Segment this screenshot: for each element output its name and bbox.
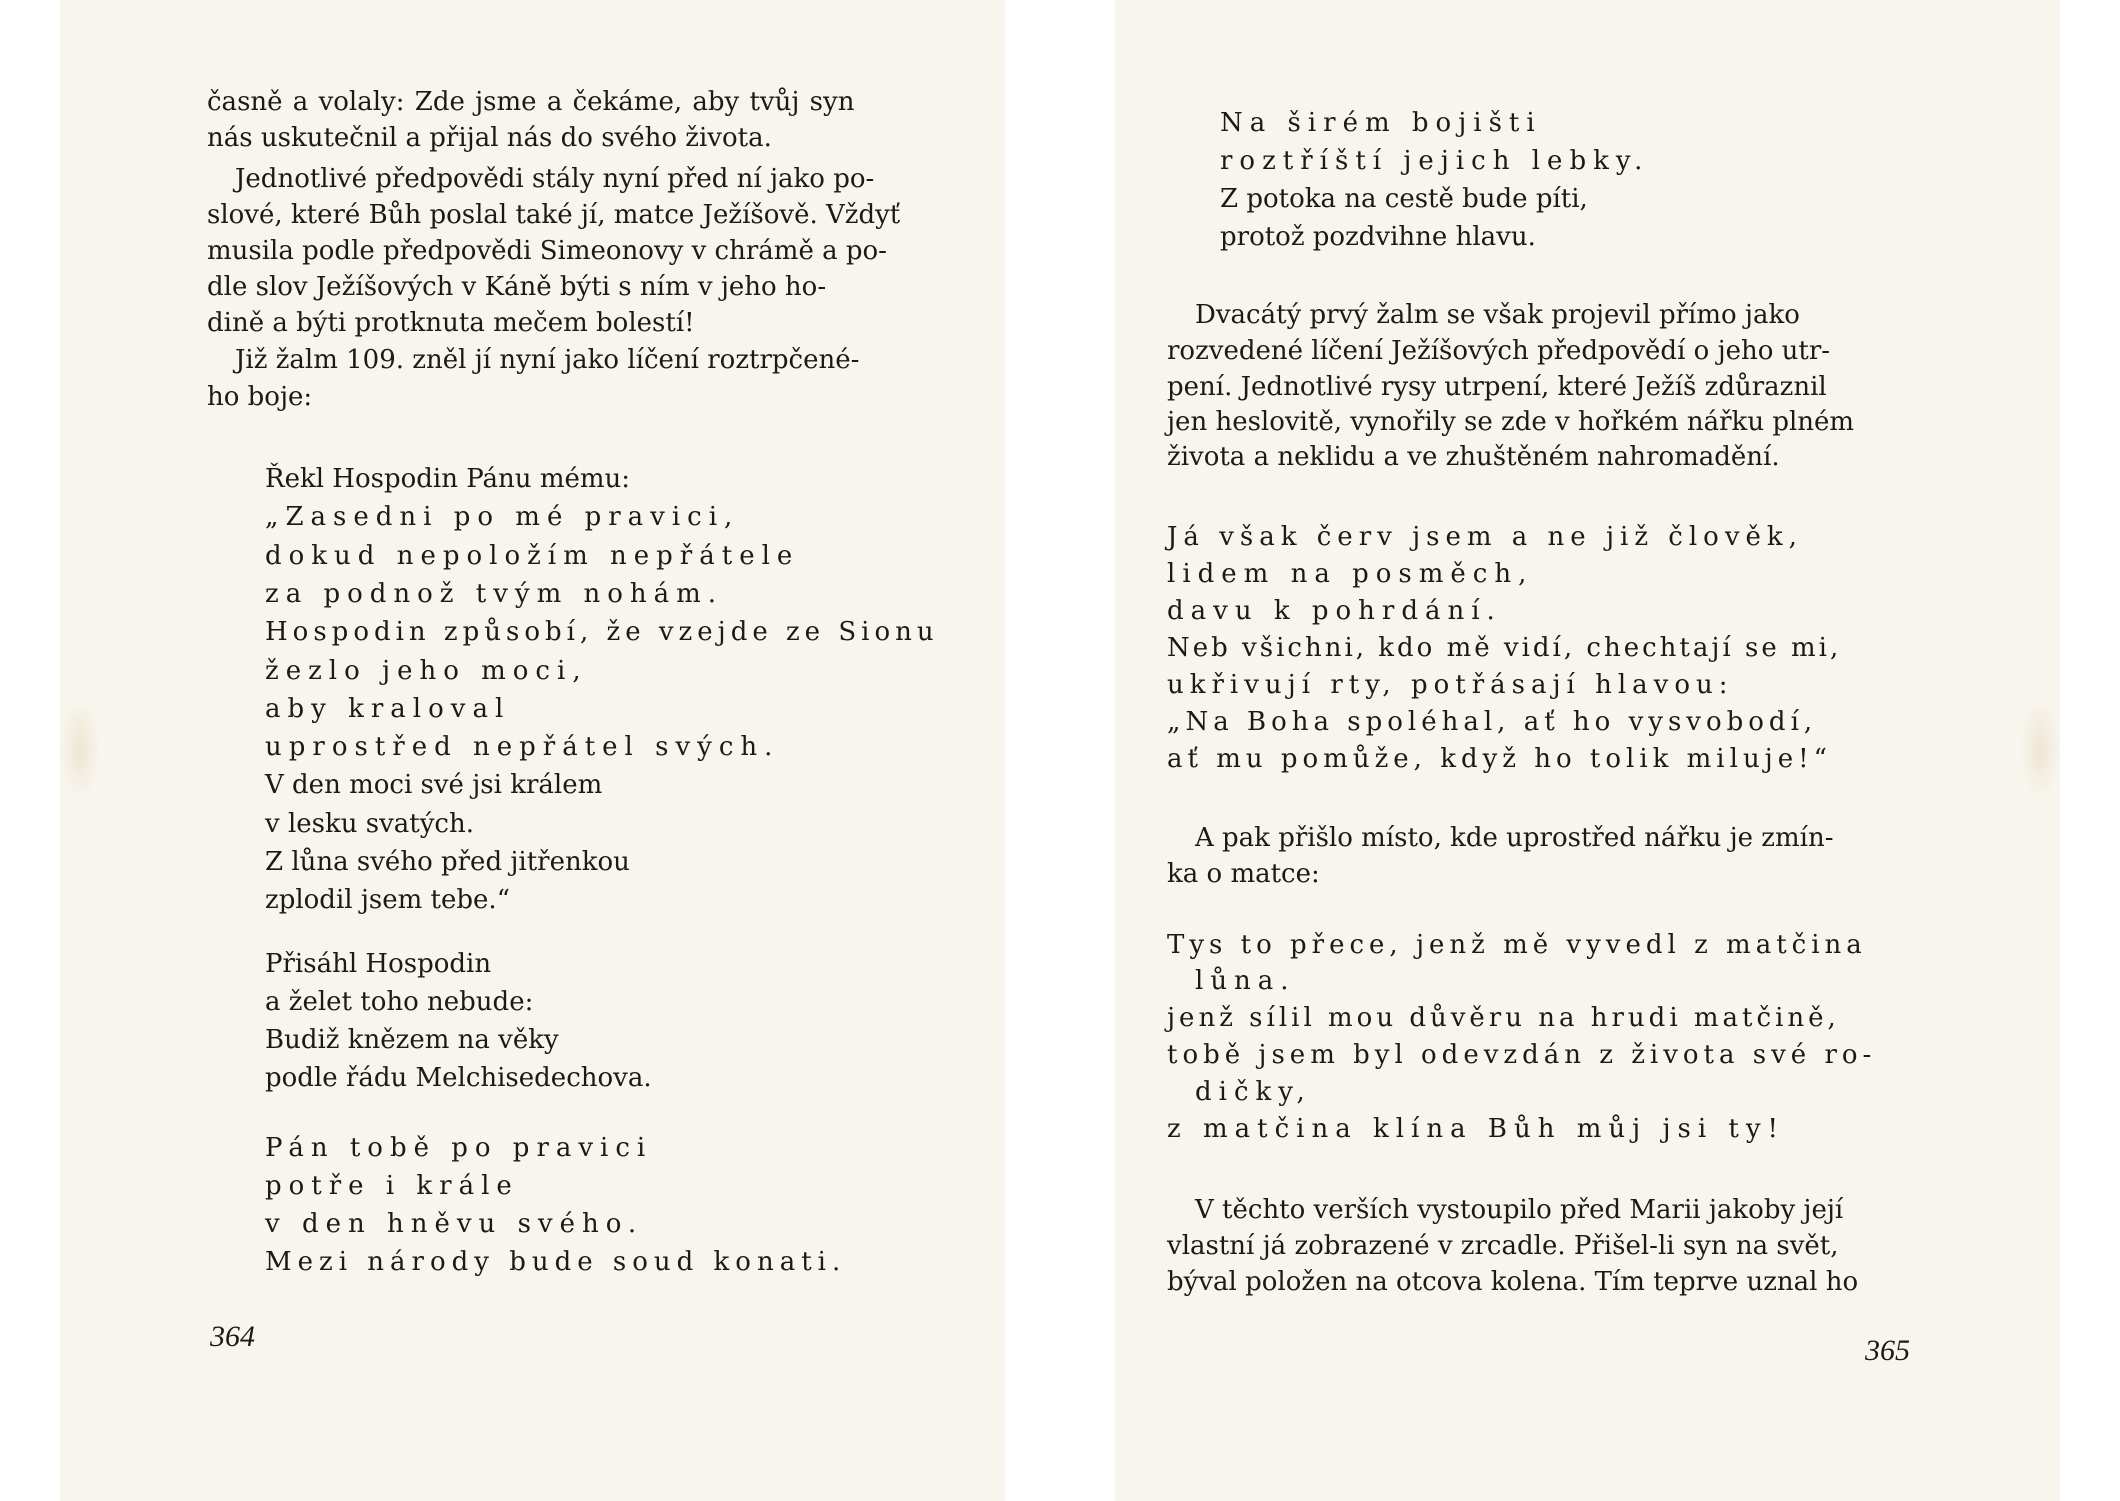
verse-line: „Zasedni po mé pravici,	[265, 502, 740, 532]
text-line: dině a býti protknuta mečem bolestí!	[207, 308, 695, 338]
text-line: vlastní já zobrazené v zrcadle. Přišel-li syn na svět,	[1167, 1231, 1839, 1261]
verse-line: protož pozdvihne hlavu.	[1220, 222, 1536, 252]
text-line: rozvedené líčení Ježíšových předpovědí o jeho utr-	[1167, 336, 1831, 366]
text-line: ka o matce:	[1167, 859, 1320, 889]
text-line: Dvacátý prvý žalm se však projevil přímo jako	[1195, 300, 1800, 330]
verse-line: z matčina klína Bůh můj jsi ty!	[1167, 1114, 1786, 1144]
verse-line: lůna.	[1195, 966, 1296, 996]
text-line: musila podle předpovědi Simeonovy v chrámě a po-	[207, 236, 887, 266]
text-line: Již žalm 109. zněl jí nyní jako líčení roztrpčené-	[235, 345, 860, 375]
text-line: jen heslovitě, vynořily se zde v hořkém nářku plném	[1167, 407, 1855, 437]
verse-line: jenž sílil mou důvěru na hrudi matčině,	[1167, 1003, 1840, 1033]
verse-line: „Na Boha spoléhal, ať ho vysvobodí,	[1167, 707, 1818, 737]
verse-line: Hospodin způsobí, že vzejde ze Sionu	[265, 617, 939, 647]
verse-line: Přisáhl Hospodin	[265, 949, 492, 979]
text-line: slové, které Bůh poslal také jí, matce Ježíšově. Vždyť	[207, 200, 901, 230]
text-line: nás uskutečnil a přijal nás do svého života.	[207, 123, 772, 153]
verse-line: zplodil jsem tebe.“	[265, 885, 510, 915]
verse-line: v lesku svatých.	[265, 809, 475, 839]
right-page	[1115, 0, 2060, 1501]
verse-line: roztříští jejich lebky.	[1220, 146, 1650, 176]
verse-line: žezlo jeho moci,	[265, 656, 588, 686]
verse-line: Pán tobě po pravici	[265, 1133, 653, 1163]
text-line: Jednotlivé předpovědi stály nyní před ní jako po-	[235, 164, 875, 194]
verse-line: v den hněvu svého.	[265, 1209, 644, 1239]
text-line: A pak přišlo místo, kde uprostřed nářku je zmín-	[1195, 823, 1834, 853]
verse-line: ukřivují rty, potřásají hlavou:	[1167, 670, 1734, 700]
verse-line: ať mu pomůže, když ho tolik miluje!“	[1167, 744, 1832, 774]
verse-line: Řekl Hospodin Pánu mému:	[265, 464, 631, 494]
text-line: býval položen na otcova kolena. Tím teprve uznal ho	[1167, 1267, 1859, 1297]
verse-line: a želet toho nebude:	[265, 987, 534, 1017]
page-number: 365	[1865, 1334, 1910, 1367]
left-page	[60, 0, 1005, 1501]
verse-line: Tys to přece, jenž mě vyvedl z matčina	[1167, 930, 1867, 960]
verse-line: Já však červ jsem a ne již člověk,	[1167, 522, 1803, 552]
verse-line: davu k pohrdání.	[1167, 596, 1502, 626]
verse-line: podle řádu Melchisedechova.	[265, 1063, 652, 1093]
verse-line: lidem na posměch,	[1167, 559, 1534, 589]
verse-line: Mezi národy bude soud konati.	[265, 1247, 847, 1277]
verse-line: uprostřed nepřátel svých.	[265, 732, 780, 762]
verse-line: Budiž knězem na věky	[265, 1025, 559, 1055]
verse-line: dokud nepoložím nepřátele	[265, 541, 800, 571]
text-line: života a neklidu a ve zhuštěném nahromadění.	[1167, 442, 1780, 472]
verse-line: Z potoka na cestě bude píti,	[1220, 184, 1588, 214]
text-line: pení. Jednotlivé rysy utrpení, které Ježíš zdůraznil	[1167, 372, 1827, 402]
verse-line: Na širém bojišti	[1220, 108, 1542, 138]
page-number: 364	[210, 1320, 255, 1353]
verse-line: V den moci své jsi králem	[265, 770, 603, 800]
text-line: ho boje:	[207, 382, 313, 412]
text-line: V těchto verších vystoupilo před Marii jakoby její	[1195, 1195, 1844, 1225]
verse-line: tobě jsem byl odevzdán z života své ro-	[1167, 1040, 1877, 1070]
text-line: dle slov Ježíšových v Káně býti s ním v jeho ho-	[207, 272, 827, 302]
text-line: časně a volaly: Zde jsme a čekáme, aby tvůj syn	[207, 87, 855, 117]
verse-line: aby kraloval	[265, 694, 511, 724]
verse-line: potře i krále	[265, 1171, 519, 1201]
verse-line: Neb všichni, kdo mě vidí, chechtají se mi,	[1167, 633, 1842, 663]
verse-line: za podnož tvým nohám.	[265, 579, 724, 609]
verse-line: Z lůna svého před jitřenkou	[265, 847, 630, 877]
verse-line: dičky,	[1195, 1077, 1312, 1107]
